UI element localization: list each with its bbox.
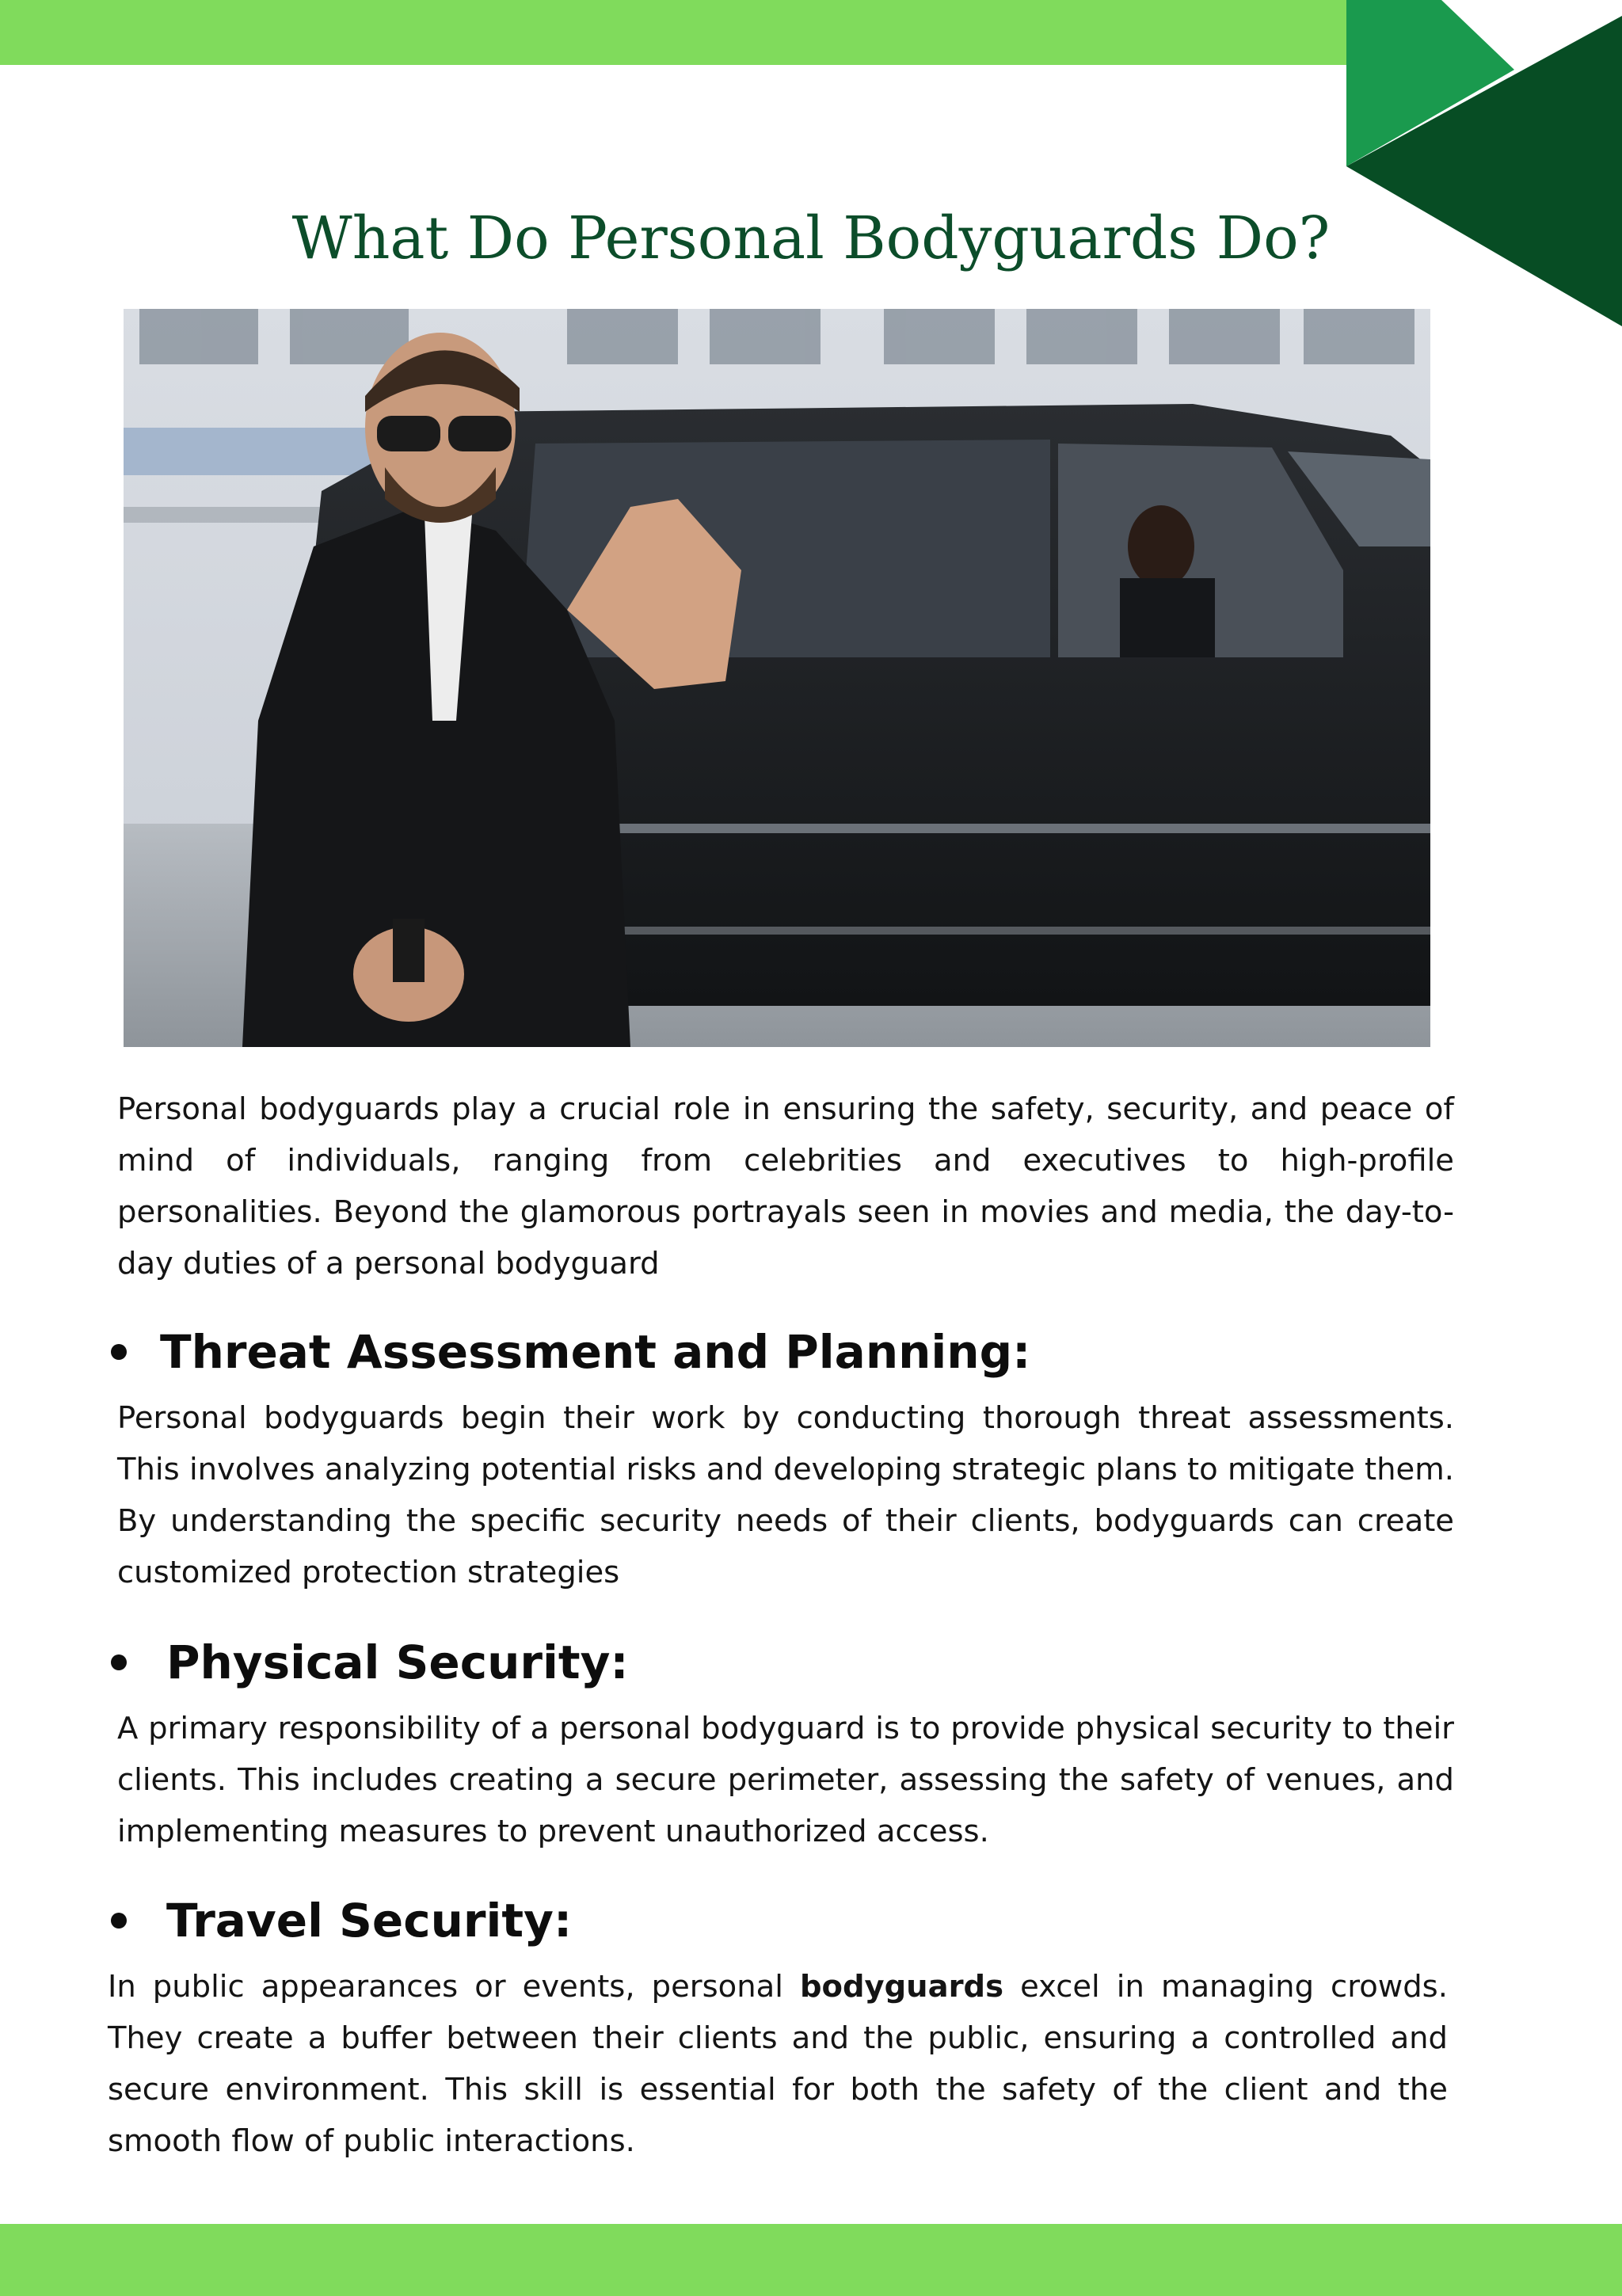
- bullet-icon: [111, 1654, 127, 1670]
- section-body-threat-assessment: Personal bodyguards begin their work by conducting thorough threat assessments. This involves analyzing potential risks and developing strategic plans to mitigate them. By understanding the specific security needs of their clients, bodyguards can create customized protection strategies: [117, 1400, 1454, 1590]
- section-heading-physical-security: [111, 1633, 1457, 1692]
- bottom-accent-bar: [0, 2224, 1622, 2296]
- section-heading-text: Physical Security:: [166, 1635, 629, 1689]
- intro-paragraph: Personal bodyguards play a crucial role in ensuring the safety, security, and peace of mind of individuals, ranging from celebrities and executives to high-profile personalities. Beyond the glamorous portrayals seen in movies and media, the day-to-day duties of a personal bodyguard: [117, 1091, 1454, 1281]
- section-body-travel-security: [108, 1961, 1448, 2167]
- section-heading-travel-security: [111, 1891, 1457, 1950]
- corner-decoration: [1346, 0, 1622, 326]
- section-heading-text: Travel Security:: [166, 1894, 573, 1948]
- section-body-physical-security: A primary responsibility of a personal bodyguard is to provide physical security to their clients. This includes creating a secure perimeter, assessing the safety of venues, and implementing measures to prevent unauthorized access.: [117, 1711, 1454, 1849]
- body-text-before: In public appearances or events, personal: [108, 1969, 800, 2005]
- body-text-after: excel in managing crowds. They create a buffer between their clients and the public, ensuring a controlled and secure environment. This skill is essential for both the safety of the client and the smooth flow of public interactions.: [108, 1969, 1448, 2159]
- section-heading-text: Threat Assessment and Planning:: [160, 1325, 1031, 1379]
- page-title: What Do Personal Bodyguards Do?: [291, 204, 1331, 272]
- bullet-icon: [111, 1344, 127, 1360]
- hero-image: [124, 309, 1430, 1047]
- bullet-icon: [111, 1913, 127, 1929]
- top-accent-bar: [0, 0, 1354, 65]
- body-text-bold: bodyguards: [799, 1969, 1004, 2005]
- section-heading-threat-assessment: [111, 1323, 1457, 1381]
